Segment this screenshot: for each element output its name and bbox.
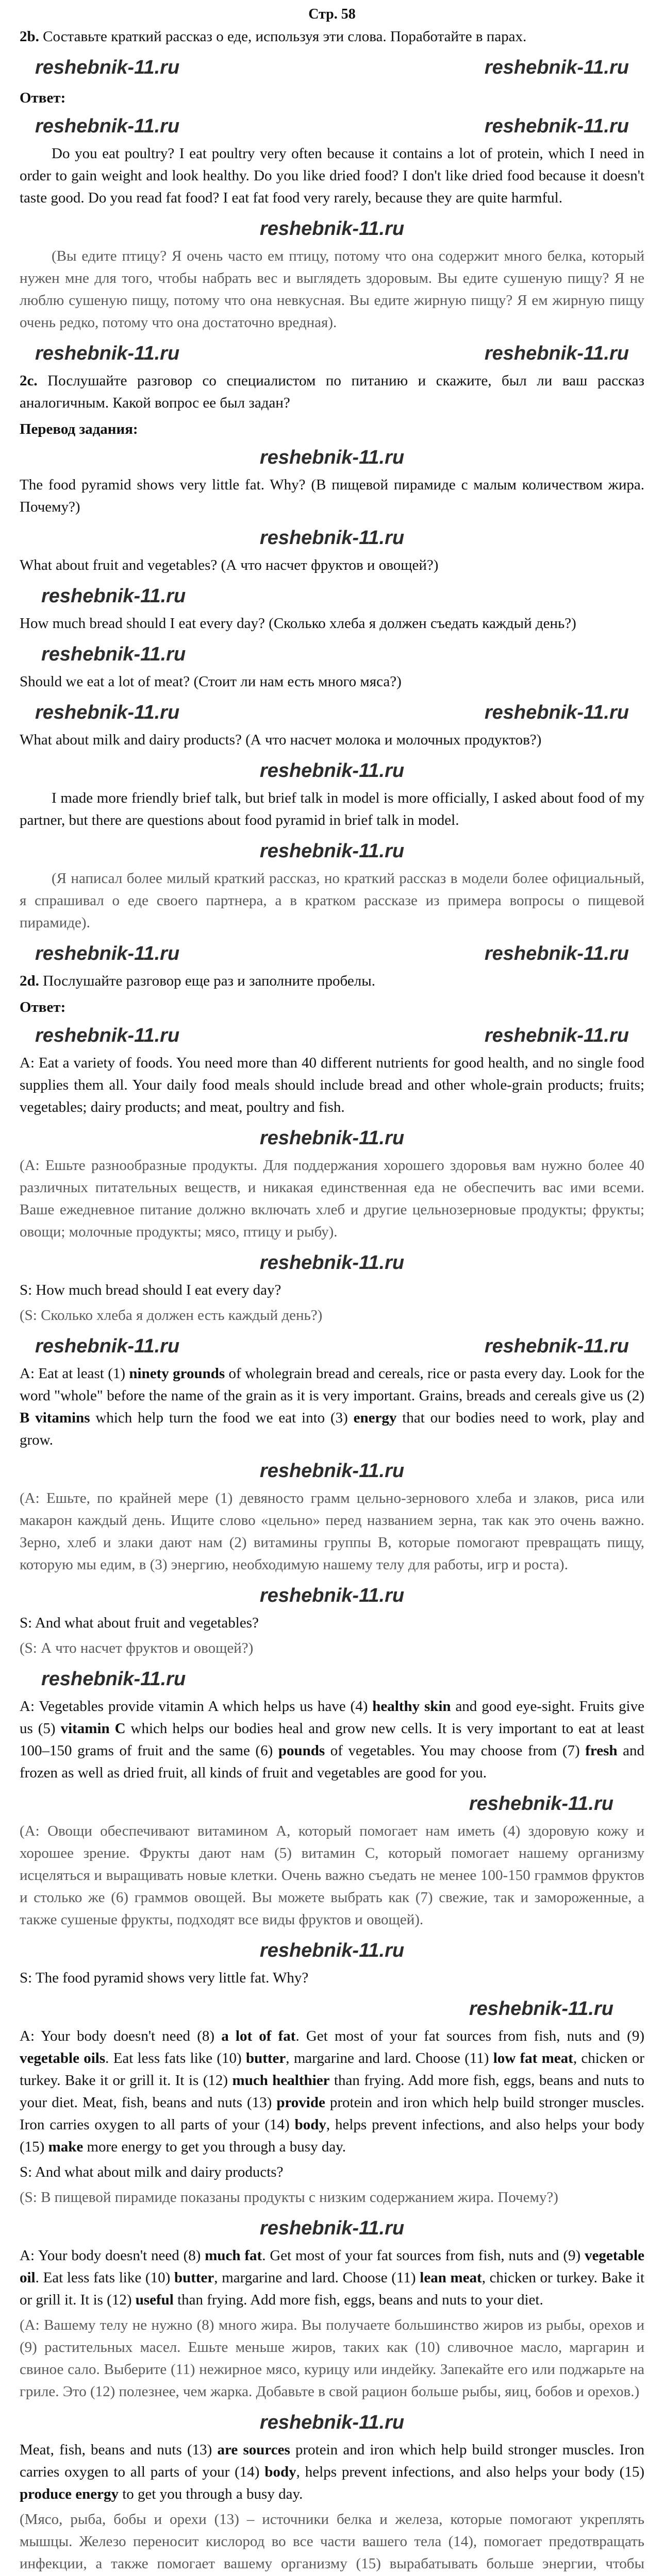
answer-blank: butter [174, 2269, 214, 2286]
dialogue-s2-en: S: And what about fruit and vegetables? [20, 1615, 259, 1631]
dialogue-s1-en: S: How much bread should I eat every day? [20, 1282, 281, 1298]
task-2c-line: How much bread should I eat every day? (Сколько хлеба я должен съедать каждый день?) [20, 615, 576, 632]
watermark-row [20, 937, 644, 970]
watermark-row [20, 1019, 644, 1052]
dialogue-a3-ru: (А: Овощи обеспечивают витамином А, который помогает нам иметь (4) здоровую кожу и хорошее зрение. Фрукты дают нам (5) витамин С, который помогает нашему организму исцеляться и выращивать новые клетки. Очень важно съедать не менее 100-150 граммов фруктов и столько же (6) граммов овощей. Вы можете выбрать как (7) свежие, так и замороженные, а также сушеные фрукты, подходят все виды фруктов и овощей). [20, 1823, 644, 1928]
dialogue-a2-en: A: Eat at least (1) ninety grounds of wholegrain bread and cereals, rice or pasta every day. Look for the word "whole" before the name of the grain as it is very important. Grains, breads and cereals give us (2) B vitamins which help turn the food we eat into (3) energy that our bodies need to work, play and grow. [20, 1365, 645, 1448]
watermark: reshebnik-11.ru [35, 1025, 180, 1046]
answer-blank: fresh [585, 1742, 618, 1759]
answer-blank: much healthier [232, 2072, 330, 2089]
watermark: reshebnik-11.ru [259, 1252, 405, 1274]
task-2c-line: What about milk and dairy products? (А что насчет молока и молочных продуктов?) [20, 732, 542, 748]
dialogue-a4-en: A: Your body doesn't need (8) a lot of fat. Get most of your fat sources from fish, nuts and (9) vegetable oils. Eat less fats like (10) butter, margarine and lard. Choose (11) low fat meat, chicken or turkey. Bake it or grill it. It is (12) much healthier than frying. Add more fish, eggs, beans and nuts to your diet. Meat, fish, beans and nuts (13) provide protein and iron which help build stronger muscles. Iron carries oxygen to all parts of your (14) body, helps prevent infections, and also helps your body (15) make more energy to get you through a busy day. [20, 2028, 645, 2155]
watermark-row [20, 110, 644, 143]
answer-blank: vitamin C [60, 1720, 126, 1737]
watermark: reshebnik-11.ru [259, 1460, 405, 1482]
watermark: reshebnik-11.ru [41, 1668, 186, 1690]
watermark: reshebnik-11.ru [259, 2412, 405, 2433]
dialogue-a6-en: Meat, fish, beans and nuts (13) are sources protein and iron which help build stronger muscles. Iron carries oxygen to all parts of your (14) body, helps prevent infections, and also helps your body (15) produce energy to get you through a busy day. [20, 2442, 644, 2502]
watermark: reshebnik-11.ru [484, 57, 629, 78]
watermark: reshebnik-11.ru [259, 1585, 405, 1606]
task-2c-paragraph-ru: (Я написал более милый краткий рассказ, но краткий рассказ в модели более официальный, я спрашивал о еде своего партнера, а в кратком рассказе из примера вопросы о пищевой пирамиде). [20, 870, 644, 931]
answer-blank: are sources [217, 2442, 290, 2458]
dialogue-s4-en: S: And what about milk and dairy products? [20, 2164, 284, 2180]
watermark: reshebnik-11.ru [41, 585, 186, 607]
dialogue-a6-ru: (Мясо, рыба, бобы и орехи (13) – источники белка и железа, которые помогают укреплять мышцы. Железо переносит кислород во все части вашего тела (14), помогает предотвращать инфекции, а также помогает вашему организму (15) вырабатывать больше энергии, чтобы [20, 2511, 644, 2572]
watermark: reshebnik-11.ru [35, 702, 180, 723]
watermark-row [20, 1330, 644, 1363]
dialogue-a5-ru: (А: Вашему телу не нужно (8) много жира. Вы получаете большинство жиров из рыбы, орехов и (9) растительных масел. Ешьте меньше жиров, таких как (10) сливочное масло, маргарин и свиное сало. Выберите (11) нежирное мясо, курицу или индейку. Запекайте его или поджарьте на гриле. Это (12) полезнее, чем жарка. Добавьте в свой рацион больше рыбы, яиц, бобов и орехов.) [20, 2317, 644, 2400]
answer-blank: a lot of fat [221, 2028, 296, 2044]
answer-blank: healthy skin [372, 1698, 451, 1715]
task-2c-line: Should we eat a lot of meat? (Стоит ли нам есть много мяса?) [20, 673, 402, 690]
answer-blank: provide [276, 2094, 325, 2111]
dialogue-a1-ru: (А: Ешьте разнообразные продукты. Для поддержания хорошего здоровья вам нужно более 40 различных питательных веществ, и никакая единственная еда не обеспечить вас ими всеми. Ваше ежедневное питание должно включать хлеб и другие цельнозерновые продукты; фрукты; овощи; молочные продукты; мясо, птицу и рыбу). [20, 1157, 644, 1240]
task-number: 2c. [20, 372, 38, 389]
dialogue-s4-ru: (S: В пищевой пирамиде показаны продукты с низким содержанием жира. Почему?) [20, 2189, 558, 2206]
task-2c-line: The food pyramid shows very little fat. Why? (В пищевой пирамиде с малым количеством жира. Почему?) [20, 477, 644, 515]
dialogue-a1-en: A: Eat a variety of foods. You need more than 40 different nutrients for good health, and no single food supplies them all. Your daily food meals should include bread and other whole-grain products; fruits; vegetables; dairy products; and meat, poultry and fish. [20, 1055, 644, 1115]
answer-blank: vegetable oil [20, 2247, 644, 2286]
task-2b-instruction: 2b. Составьте краткий рассказ о еде, используя эти слова. Поработайте в парах. [20, 28, 527, 45]
watermark: reshebnik-11.ru [35, 57, 180, 78]
watermark: reshebnik-11.ru [484, 1335, 629, 1357]
watermark: reshebnik-11.ru [484, 115, 629, 137]
answer-blank: pounds [278, 1742, 325, 1759]
dialogue-a5-en: A: Your body doesn't need (8) much fat. Get most of your fat sources from fish, nuts and (9) vegetable oil. Eat less fats like (10) butter, margarine and lard. Choose (11) lean meat, chicken or turkey. Bake it or grill it. It is (12) useful than frying. Add more fish, eggs, beans and nuts to your diet. [20, 2247, 644, 2308]
answer-blank: lean meat [420, 2269, 482, 2286]
watermark: reshebnik-11.ru [259, 760, 405, 782]
answer-blank: vegetable oils [20, 2050, 106, 2066]
answer-blank: useful [135, 2292, 174, 2308]
answer-blank: produce energy [20, 2486, 119, 2502]
watermark-row [20, 696, 644, 729]
task-2c-instruction: 2c. Послушайте разговор со специалистом по питанию и скажите, был ли ваш рассказ аналогичным. Какой вопрос ее был задан? [20, 372, 645, 411]
watermark: reshebnik-11.ru [259, 840, 405, 862]
answer-blank: ninety grounds [129, 1365, 225, 1382]
task-2c-line: What about fruit and vegetables? (А что насчет фруктов и овощей?) [20, 557, 439, 573]
task-2b-answer-ru: (Вы едите птицу? Я очень часто ем птицу, потому что она содержит много белка, который нужен мне для того, чтобы набрать вес и выглядеть здоровым. Вы едите сушеную пищу? Я не люблю сушеную пищу, потому что она невкусная. Вы едите жирную пищу? Я ем жирную пищу очень редко, потому что она достаточно вредная). [20, 248, 644, 331]
watermark: reshebnik-11.ru [484, 343, 629, 364]
answer-label: Ответ: [20, 90, 66, 106]
watermark-row [20, 51, 644, 84]
watermark-row [20, 337, 644, 370]
watermark: reshebnik-11.ru [484, 943, 629, 964]
translation-label: Перевод задания: [20, 421, 138, 437]
watermark: reshebnik-11.ru [484, 702, 629, 723]
answer-blank: low fat meat [493, 2050, 573, 2066]
dialogue-a2-ru: (А: Ешьте, по крайней мере (1) девяносто грамм цельно-зернового хлеба и злаков, риса или макарон каждый день. Ищите слово «цельно» перед названием зерна, так как это очень важно. Зерно, хлеб и злаки дают нам (2) витамины группы В, которые помогают превращать пищу, которую мы едим, в (3) энергию, необходимую нашему телу для работы, игр и роста). [20, 1490, 644, 1573]
watermark: reshebnik-11.ru [469, 1998, 613, 2020]
task-2d-instruction: 2d. Послушайте разговор еще раз и заполните пробелы. [20, 973, 375, 989]
watermark: reshebnik-11.ru [259, 1940, 405, 1961]
task-number: 2b. [20, 28, 39, 45]
task-number: 2d. [20, 973, 39, 989]
answer-blank: much fat [205, 2247, 262, 2264]
answer-blank: make [48, 2139, 84, 2155]
answer-blank: energy [353, 1410, 397, 1426]
watermark: reshebnik-11.ru [35, 1335, 180, 1357]
watermark: reshebnik-11.ru [259, 2217, 405, 2239]
dialogue-s2-ru: (S: А что насчет фруктов и овощей?) [20, 1640, 254, 1656]
watermark: reshebnik-11.ru [35, 343, 180, 364]
answer-blank: B vitamins [20, 1410, 90, 1426]
watermark: reshebnik-11.ru [259, 1127, 405, 1149]
watermark: reshebnik-11.ru [259, 447, 405, 468]
watermark: reshebnik-11.ru [35, 115, 180, 137]
watermark: reshebnik-11.ru [469, 1793, 613, 1815]
watermark: reshebnik-11.ru [259, 218, 405, 240]
task-2c-paragraph-en: I made more friendly brief talk, but brief talk in model is more officially, I asked about food of my partner, but there are questions about food pyramid in brief talk in model. [20, 790, 644, 828]
dialogue-a3-en: A: Vegetables provide vitamin A which helps us have (4) healthy skin and good eye-sight. Fruits give us (5) vitamin C which helps our bodies heal and grow new cells. It is very important to eat at least 100–150 grams of fruit and the same (6) pounds of vegetables. You may choose from (7) fresh and frozen as well as dried fruit, all kinds of fruit and vegetables are good for you. [20, 1698, 644, 1781]
answer-label: Ответ: [20, 999, 66, 1015]
task-2b-answer-en: Do you eat poultry? I eat poultry very often because it contains a lot of protein, which I need in order to gain weight and look healthy. Do you like dried food? I don't like dried food because it doesn't taste good. Do you read fat food? I eat fat food very rarely, because they are quite harmful. [20, 145, 644, 206]
answer-blank: body [294, 2116, 326, 2133]
dialogue-s3-en: S: The food pyramid shows very little fat. Why? [20, 1970, 309, 1986]
watermark: reshebnik-11.ru [259, 527, 405, 549]
watermark: reshebnik-11.ru [484, 1025, 629, 1046]
dialogue-s1-ru: (S: Сколько хлеба я должен есть каждый день?) [20, 1307, 323, 1324]
answer-blank: body [264, 2464, 296, 2480]
watermark: reshebnik-11.ru [41, 643, 186, 665]
page-title: Стр. 58 [308, 6, 356, 22]
answer-blank: butter [245, 2050, 286, 2066]
watermark: reshebnik-11.ru [35, 943, 180, 964]
